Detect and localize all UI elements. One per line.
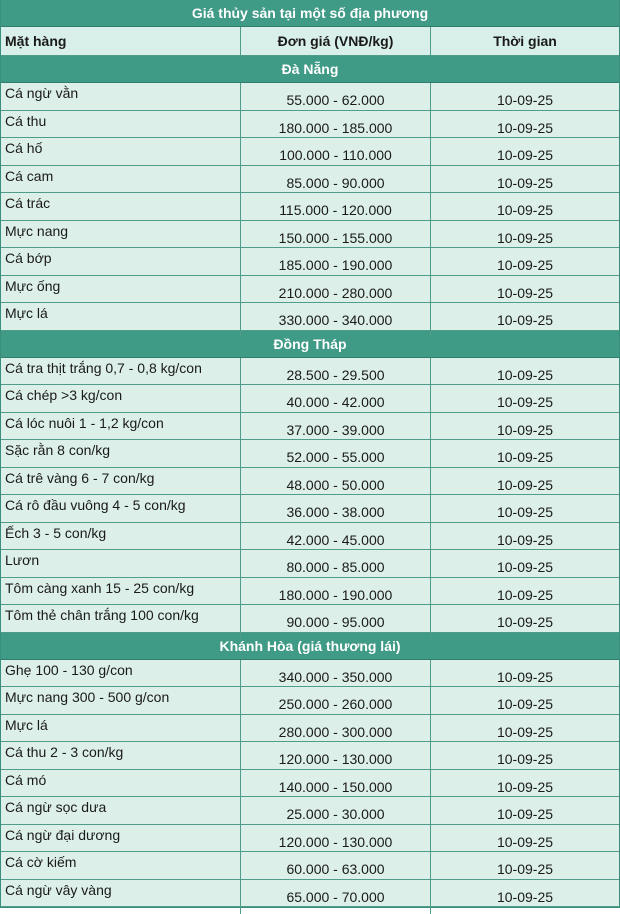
table-row <box>1 660 619 688</box>
cell-time: 10-09-25 <box>496 394 554 410</box>
table-row <box>1 578 619 606</box>
cell-time: 10-09-25 <box>496 668 554 685</box>
cell-price: 42.000 - 45.000 <box>241 523 431 557</box>
cell-price: 115.000 - 120.000 <box>241 193 431 227</box>
table-row <box>1 385 619 413</box>
cell-name: Mực nang 300 - 500 g/con <box>1 687 241 721</box>
cell-name: Cá rô đầu vuông 4 - 5 con/kg <box>1 495 241 529</box>
table-row <box>1 715 619 743</box>
cell-time: 10-09-25 <box>496 888 554 905</box>
table-row <box>1 138 619 166</box>
cell-price: 48.000 - 50.000 <box>241 468 431 502</box>
cell-price: 40.000 - 42.000 <box>241 385 431 419</box>
table-row <box>1 770 619 798</box>
cell-time: 10-09-25 <box>496 119 554 136</box>
cell-name: Tôm thẻ chân trắng 100 con/kg <box>1 605 241 639</box>
cell-name: Mực nang <box>1 221 241 255</box>
table-title: Giá thủy sản tại một số địa phương <box>1 0 619 27</box>
cell-time: 10-09-25 <box>496 586 554 603</box>
table-row <box>1 797 619 825</box>
table-row <box>1 495 619 523</box>
table-row <box>1 413 619 441</box>
table-row <box>1 468 619 496</box>
cell-time: 10-09-25 <box>496 449 554 465</box>
cell-time: 10-09-25 <box>496 476 554 493</box>
cell-name: Tôm càng xanh 15 - 25 con/kg <box>1 578 241 612</box>
cell-time: 10-09-25 <box>496 366 554 383</box>
table-row <box>1 83 619 111</box>
cell-price: 340.000 - 350.000 <box>241 660 431 694</box>
cell-time: 10-09-25 <box>496 559 554 575</box>
cell-name: Mực lá <box>1 303 241 337</box>
table-row <box>1 523 619 551</box>
cell-price: 36.000 - 38.000 <box>241 495 431 529</box>
table-row <box>1 303 619 331</box>
cell-price: 37.000 - 39.000 <box>241 413 431 447</box>
cell-price: 330.000 - 340.000 <box>241 303 431 337</box>
cell-price: 80.000 - 85.000 <box>241 550 431 584</box>
header-price: Đơn giá (VNĐ/kg) <box>241 27 431 55</box>
table-row <box>1 440 619 468</box>
cell-price: 60.000 - 63.000 <box>241 852 431 886</box>
cell-name: Cá ngừ sọc dưa <box>1 797 241 831</box>
cell-time: 10-09-25 <box>496 92 554 108</box>
cell-name: Ghẹ 100 - 130 g/con <box>1 660 241 694</box>
table-row <box>1 193 619 221</box>
cell-time: 10-09-25 <box>496 504 554 520</box>
cell-price: 52.000 - 55.000 <box>241 440 431 474</box>
table-row <box>1 276 619 304</box>
header-time: Thời gian <box>493 33 557 49</box>
table-row <box>1 880 619 908</box>
cell-name: Cá lóc nuôi 1 - 1,2 kg/con <box>1 413 241 447</box>
cell-name: Cá tra thịt trắng 0,7 - 0,8 kg/con <box>1 358 241 392</box>
cell-price: 280.000 - 300.000 <box>241 715 431 749</box>
cell-time: 10-09-25 <box>496 174 554 191</box>
cell-name: Cá mó <box>1 770 241 804</box>
cell-name: Cá thu 2 - 3 con/kg <box>1 742 241 776</box>
cell-time: 10-09-25 <box>496 861 554 877</box>
cell-name: Cá cam <box>1 166 241 200</box>
cell-time: 10-09-25 <box>496 421 554 438</box>
table-row <box>1 111 619 139</box>
cell-name: Cá thu <box>1 111 241 145</box>
cell-name: Cá trê vàng 6 - 7 con/kg <box>1 468 241 502</box>
table-header <box>1 27 619 56</box>
cell-time: 10-09-25 <box>496 833 554 850</box>
table-row <box>1 605 619 633</box>
table-row <box>1 221 619 249</box>
cell-time: 10-09-25 <box>496 614 554 630</box>
cell-price: 180.000 - 190.000 <box>241 578 431 612</box>
cell-time: 10-09-25 <box>496 229 554 246</box>
cell-price: 28.500 - 29.500 <box>241 358 431 392</box>
cell-price: 210.000 - 280.000 <box>241 276 431 310</box>
cell-price: 180.000 - 185.000 <box>241 111 431 145</box>
cell-price: 25.000 - 30.000 <box>241 797 431 831</box>
section-header: Khánh Hòa (giá thương lái) <box>1 633 619 660</box>
cell-name: Sặc rằn 8 con/kg <box>1 440 241 474</box>
cell-time: 10-09-25 <box>496 531 554 548</box>
cell-name: Cá ngừ vây vàng <box>1 880 241 914</box>
cell-name: Cá ngừ đại dương <box>1 825 241 859</box>
cell-time: 10-09-25 <box>496 312 554 328</box>
cell-time: 10-09-25 <box>496 202 554 218</box>
cell-name: Cá chép >3 kg/con <box>1 385 241 419</box>
table-row <box>1 687 619 715</box>
cell-price: 100.000 - 110.000 <box>241 138 431 172</box>
cell-price: 150.000 - 155.000 <box>241 221 431 255</box>
cell-name: Cá bớp <box>1 248 241 282</box>
section-header: Đồng Tháp <box>1 331 619 358</box>
table-row <box>1 852 619 880</box>
cell-name: Cá ngừ vằn <box>1 83 241 117</box>
cell-time: 10-09-25 <box>496 723 554 740</box>
cell-price: 65.000 - 70.000 <box>241 880 431 914</box>
cell-name: Ếch 3 - 5 con/kg <box>1 523 241 557</box>
cell-price: 85.000 - 90.000 <box>241 166 431 200</box>
cell-price: 90.000 - 95.000 <box>241 605 431 639</box>
table-row <box>1 248 619 276</box>
cell-time: 10-09-25 <box>496 806 554 822</box>
cell-price: 55.000 - 62.000 <box>241 83 431 117</box>
table-row <box>1 166 619 194</box>
cell-price: 120.000 - 130.000 <box>241 825 431 859</box>
cell-name: Mực lá <box>1 715 241 749</box>
table-row <box>1 358 619 386</box>
header-name: Mặt hàng <box>1 27 241 55</box>
cell-price: 250.000 - 260.000 <box>241 687 431 721</box>
table-row <box>1 550 619 578</box>
cell-time: 10-09-25 <box>496 257 554 273</box>
cell-time: 10-09-25 <box>496 696 554 712</box>
table-body <box>1 56 619 907</box>
cell-name: Cá cờ kiếm <box>1 852 241 886</box>
cell-name: Lươn <box>1 550 241 584</box>
cell-time: 10-09-25 <box>496 778 554 795</box>
cell-price: 120.000 - 130.000 <box>241 742 431 776</box>
cell-time: 10-09-25 <box>496 284 554 301</box>
cell-price: 185.000 - 190.000 <box>241 248 431 282</box>
cell-time: 10-09-25 <box>496 147 554 163</box>
cell-time: 10-09-25 <box>496 751 554 767</box>
table-row <box>1 825 619 853</box>
cell-price: 140.000 - 150.000 <box>241 770 431 804</box>
section-header: Đà Nẵng <box>1 56 619 83</box>
cell-name: Cá trác <box>1 193 241 227</box>
cell-name: Mực ống <box>1 276 241 310</box>
cell-name: Cá hố <box>1 138 241 172</box>
table-row <box>1 742 619 770</box>
